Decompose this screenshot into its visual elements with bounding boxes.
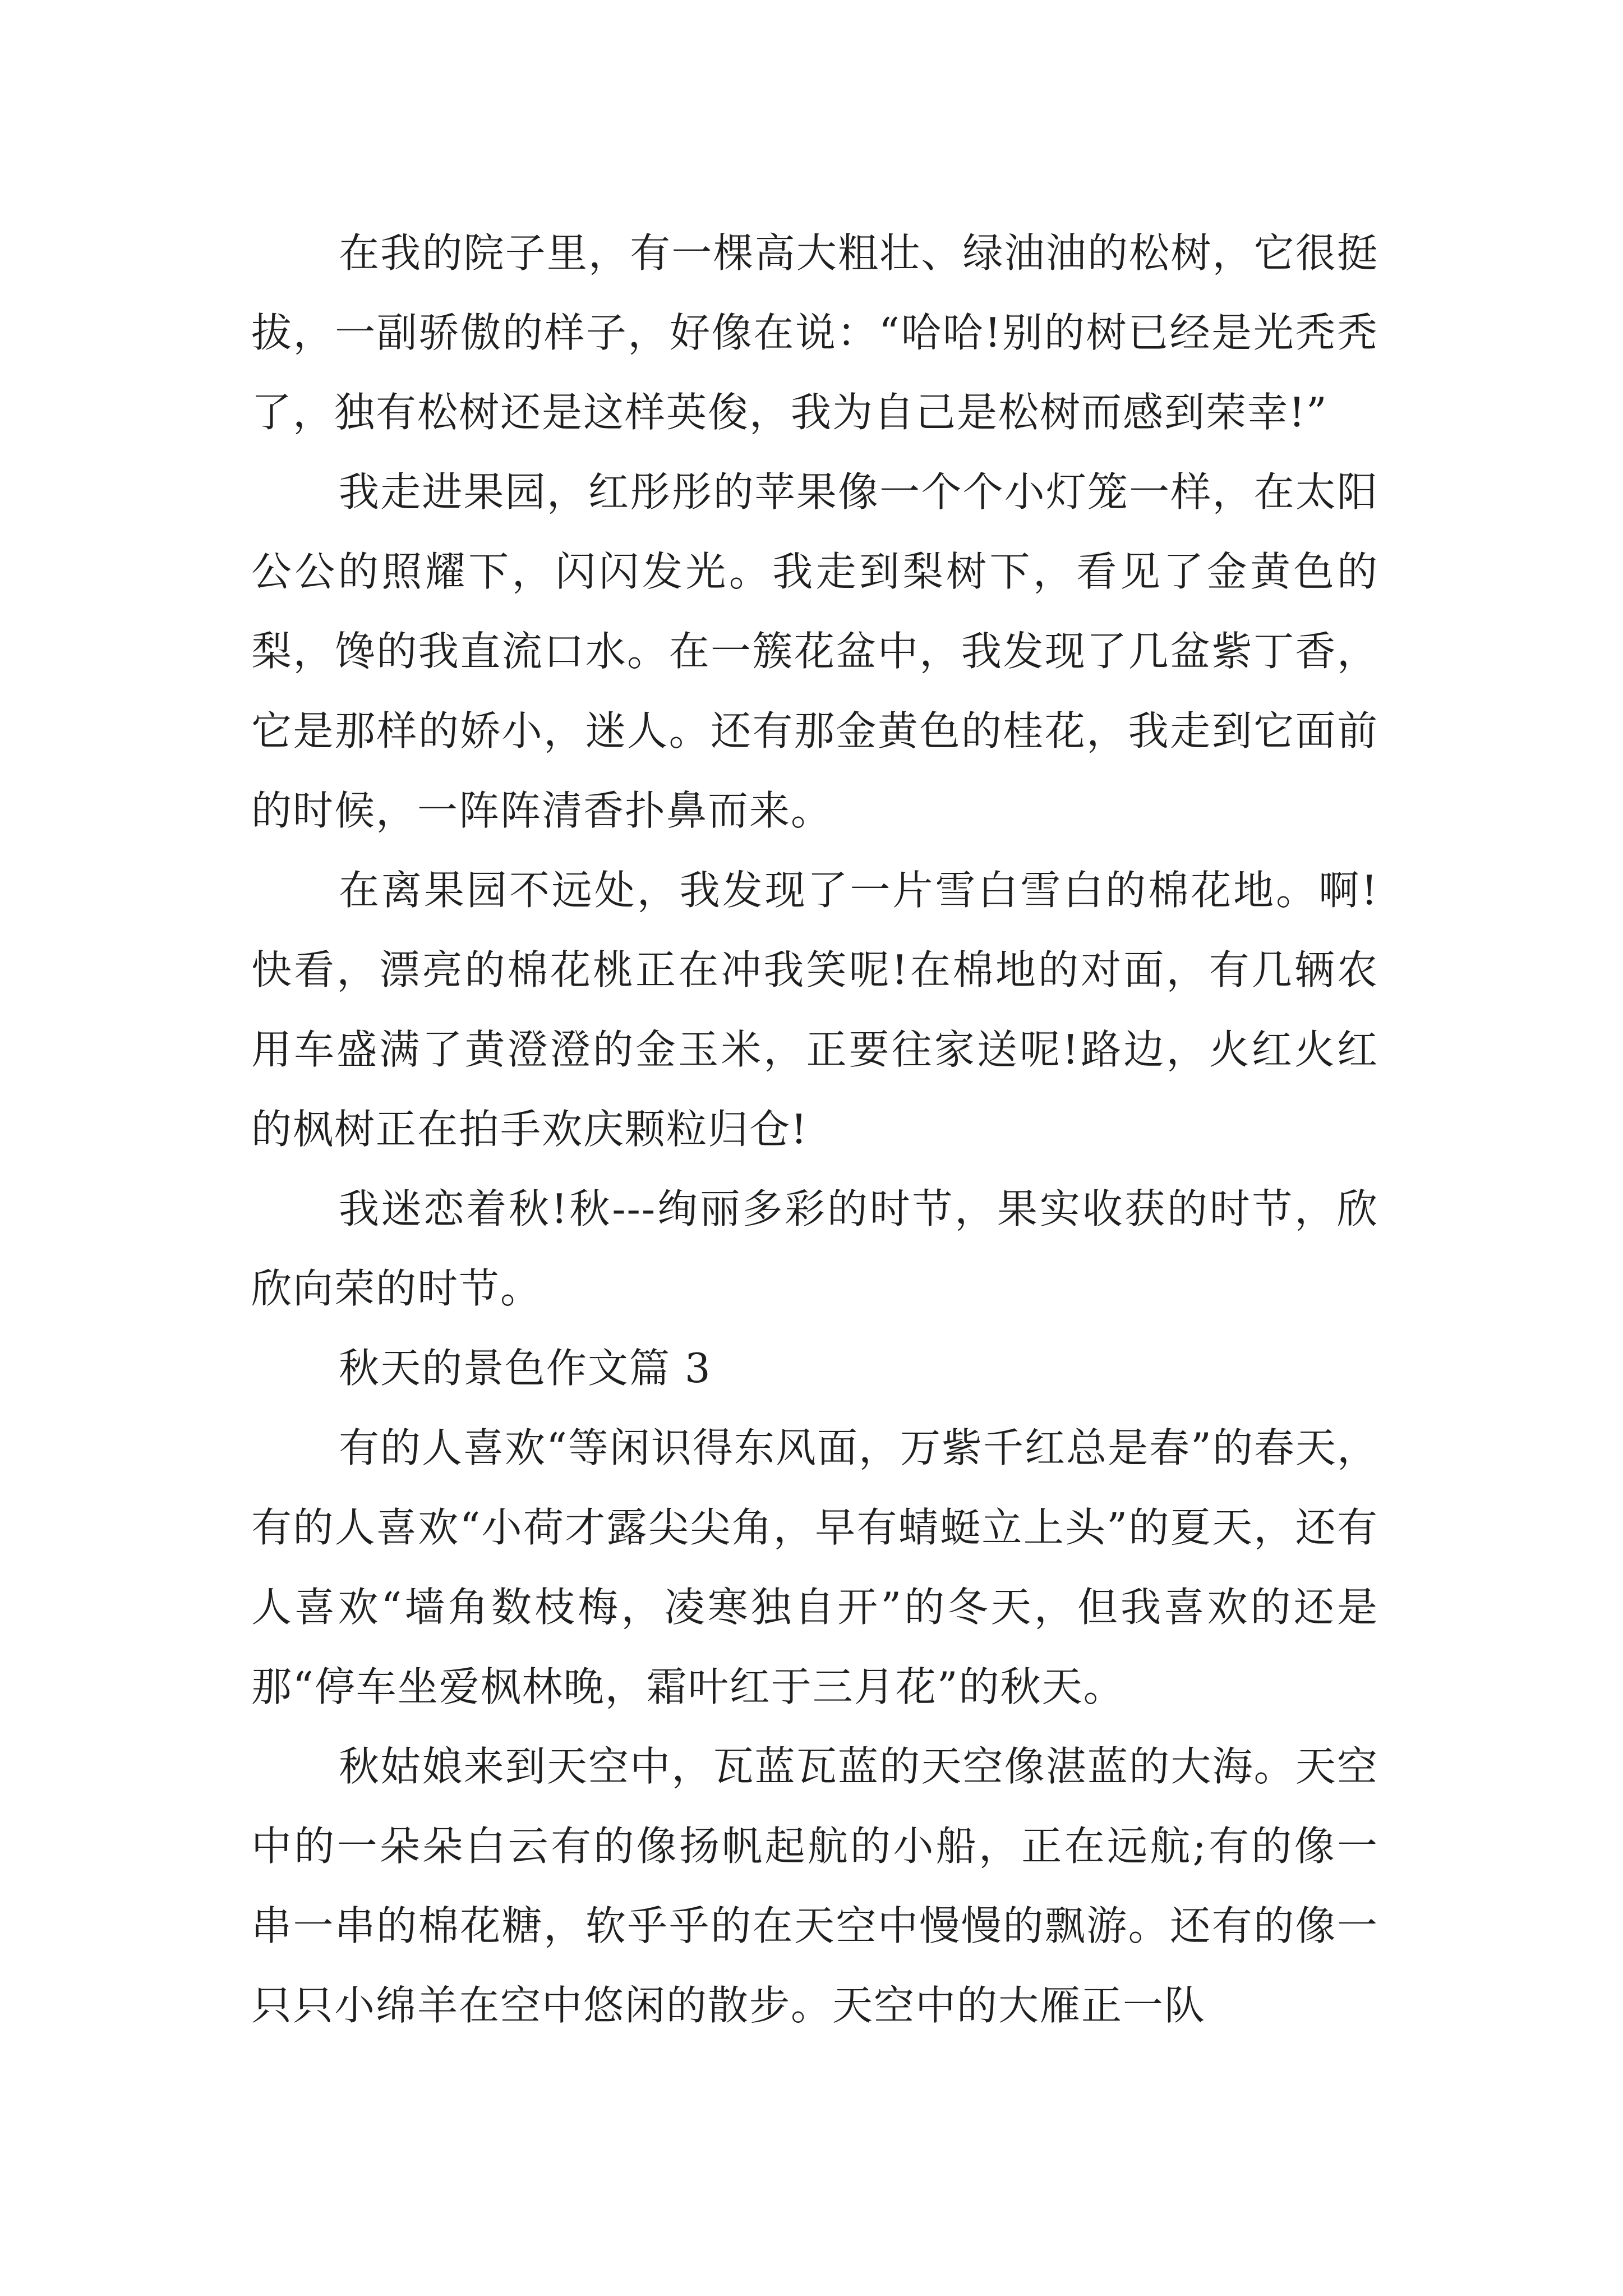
paragraph: 有的人喜欢“等闲识得东风面，万紫千红总是春”的春天，有的人喜欢“小荷才露尖尖角，早有蜻蜓立上头”的夏天，还有人喜欢“墙角数枝梅，凌寒独自开”的冬天，但我喜欢的还是那“停车坐爱枫林晚，霜叶红于三月花”的秋天。 [251, 1424, 1378, 1710]
paragraph: 在我的院子里，有一棵高大粗壮、绿油油的松树，它很挺拔，一副骄傲的样子，好像在说：“哈哈!别的树已经是光秃秃了，独有松树还是这样英俊，我为自己是松树而感到荣幸!” [251, 229, 1378, 436]
paragraph: 我走进果园，红彤彤的苹果像一个个小灯笼一样，在太阳公公的照耀下，闪闪发光。我走到梨树下，看见了金黄色的梨，馋的我直流口水。在一簇花盆中，我发现了几盆紫丁香，它是那样的娇小，迷人。还有那金黄色的桂花，我走到它面前的时候，一阵阵清香扑鼻而来。 [251, 468, 1378, 834]
section-heading: 秋天的景色作文篇 3 [339, 1345, 712, 1392]
paragraph: 在离果园不远处，我发现了一片雪白雪白的棉花地。啊!快看，漂亮的棉花桃正在冲我笑呢!在棉地的对面，有几辆农用车盛满了黄澄澄的金玉米，正要往家送呢!路边，火红火红的枫树正在拍手欢庆颗粒归仓! [251, 867, 1378, 1153]
paragraph: 秋姑娘来到天空中，瓦蓝瓦蓝的天空像湛蓝的大海。天空中的一朵朵白云有的像扬帆起航的小船，正在远航;有的像一串一串的棉花糖，软乎乎的在天空中慢慢的飘游。还有的像一只只小绵羊在空中悠闲的散步。天空中的大雁正一队 [251, 1743, 1378, 2029]
paragraph: 我迷恋着秋!秋---绚丽多彩的时节，果实收获的时节，欣欣向荣的时节。 [251, 1185, 1378, 1312]
document-body [251, 213, 1378, 2045]
